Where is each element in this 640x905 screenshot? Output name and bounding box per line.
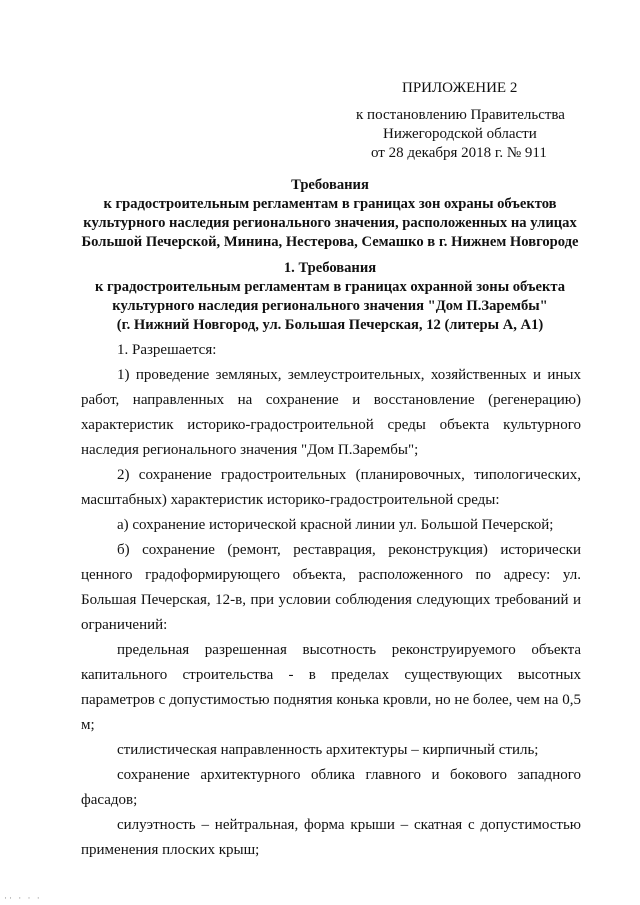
- section-heading-line: (г. Нижний Новгород, ул. Большая Печерская, 12 (литеры А, А1): [116, 317, 544, 333]
- paragraph-permitted: 1. Разрешается:: [117, 342, 217, 358]
- main-heading-line: Требования: [291, 177, 369, 193]
- section-heading: [60, 259, 600, 335]
- section-heading-line: культурного наследия регионального значения "Дом П.Зарембы": [112, 298, 548, 314]
- section-heading-line: к градостроительным регламентам в границах охранной зоны объекта: [94, 279, 566, 295]
- body-text: [81, 338, 581, 863]
- appendix-line-3: от 28 декабря 2018 г. № 911: [371, 145, 547, 161]
- section-heading-line: 1. Требования: [283, 260, 377, 276]
- paragraph-style: стилистическая направленность архитектуры – кирпичный стиль;: [117, 742, 539, 758]
- paragraph-facades: сохранение архитектурного облика главного и бокового западного фасадов;: [81, 767, 581, 808]
- paragraph-item-a: а) сохранение исторической красной линии ул. Большой Печерской;: [117, 517, 554, 533]
- appendix-line-1: к постановлению Правительства: [356, 107, 565, 123]
- paragraph-height-limit: предельная разрешенная высотность реконструируемого объекта капитального строительства - в пределах существующих высотных параметров с допустимостью поднятия конька кровли, но не более, чем на 0,5 м;: [81, 642, 581, 733]
- paragraph-silhouette: силуэтность – нейтральная, форма крыши – скатная с допустимостью применения плоских крыш;: [81, 817, 581, 858]
- main-heading-line: культурного наследия регионального значения, расположенных на улицах: [83, 215, 577, 231]
- appendix-line-2: Нижегородской области: [383, 126, 537, 142]
- main-heading-line: к градостроительным регламентам в границах зон охраны объектов: [103, 196, 557, 212]
- scan-artifact: ·· · · ·: [4, 893, 42, 903]
- paragraph-item-b: б) сохранение (ремонт, реставрация, реконструкция) исторически ценного градоформирующего объекта, расположенного по адресу: ул. Большая Печерская, 12-в, при условии соблюдения следующих требований и ограничений:: [81, 542, 581, 633]
- main-heading-line: Большой Печерской, Минина, Нестерова, Семашко в г. Нижнем Новгороде: [81, 234, 579, 250]
- paragraph-item-2: 2) сохранение градостроительных (планировочных, типологических, масштабных) характеристик историко-градостроительной среды:: [81, 467, 581, 508]
- appendix-title: ПРИЛОЖЕНИЕ 2: [402, 80, 518, 96]
- main-heading: [60, 176, 600, 252]
- paragraph-item-1: 1) проведение земляных, землеустроительных, хозяйственных и иных работ, направленных на сохранение и восстановление (регенерацию) характеристик историко-градостроительной среды объекта культурного наследия регионального значения "Дом П.Зарембы";: [81, 367, 581, 458]
